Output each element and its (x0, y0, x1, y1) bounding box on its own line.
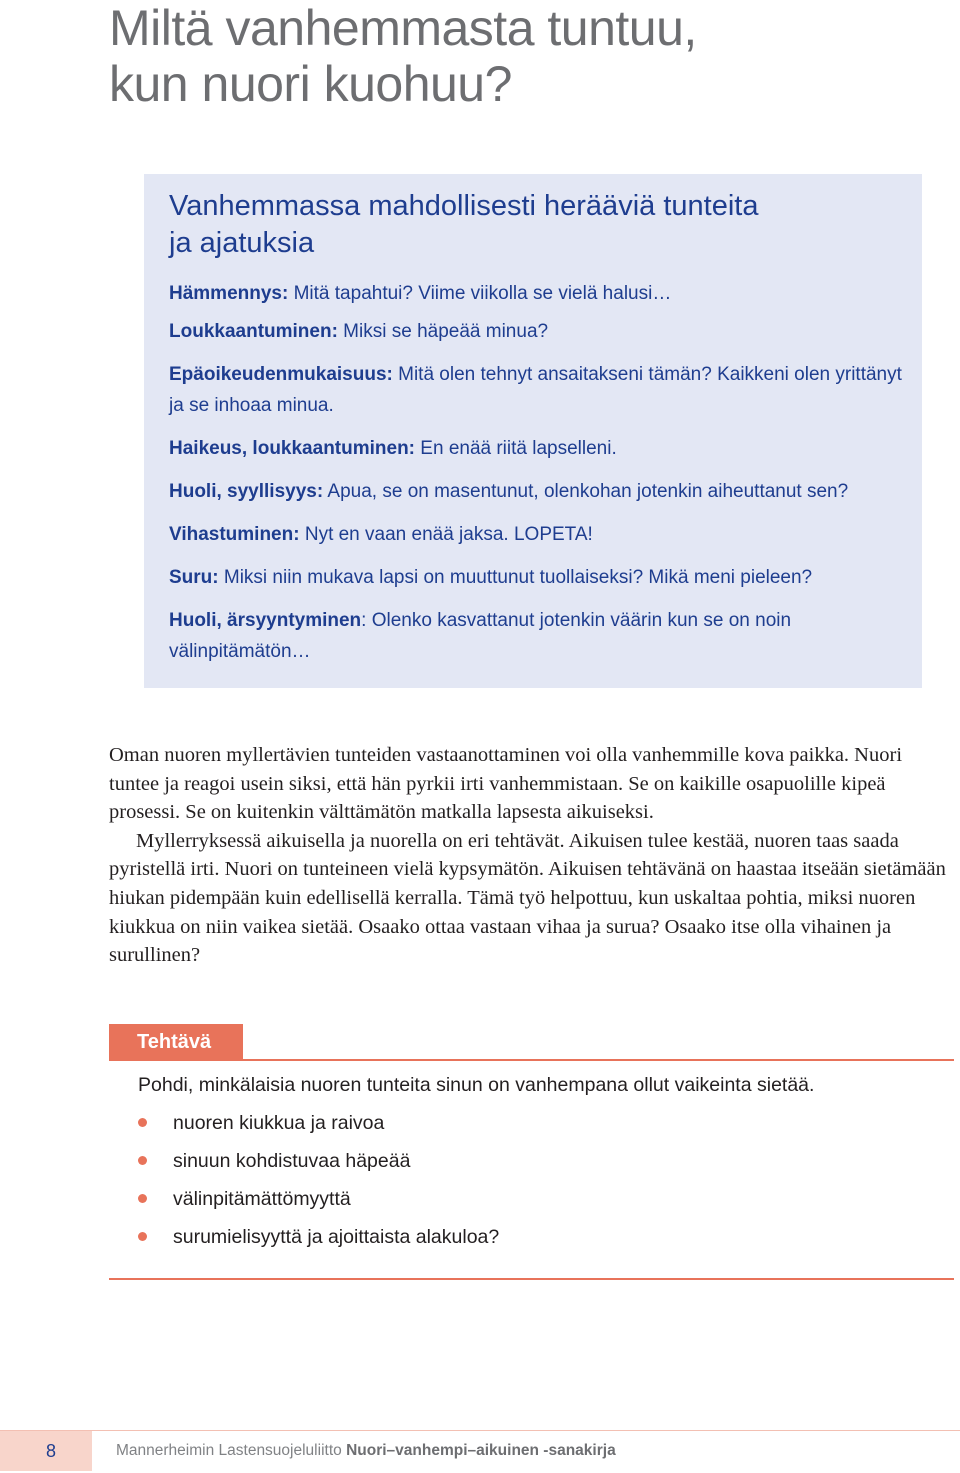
feelings-heading-line-1: Vanhemmassa mahdollisesti herääviä tunteita (169, 190, 759, 222)
feeling-label: Huoli, syyllisyys: (169, 481, 324, 502)
feeling-item (169, 316, 909, 347)
task-item-text: välinpitämättömyyttä (173, 1188, 351, 1210)
feeling-label: Loukkaantuminen: (169, 321, 338, 342)
task-rule-top (109, 1059, 954, 1061)
feeling-label: Vihastuminen: (169, 524, 300, 545)
task-rule-bottom (109, 1278, 954, 1280)
footer-publication-title: Nuori–vanhempi–aikuinen -sanakirja (346, 1442, 616, 1459)
task-item-text: nuoren kiukkua ja raivoa (173, 1112, 385, 1134)
footer-publisher: Mannerheimin Lastensuojeluliitto (116, 1442, 342, 1459)
task-list-item (138, 1221, 918, 1259)
body-paragraph: Myllerryksessä aikuisella ja nuorella on eri tehtävät. Aikuisen tulee kestää, nuoren taas saada pyristellä irti. Nuori on tunteineen vielä kypsymätön. Aikuisen tehtävänä on haastaa itseään sietämään hiukan pidempään kuin edellisellä kerralla. Tämä työ helpottuu, kun uskaltaa pohtia, miksi nuoren kiukkua on niin vaikea sietää. Osaako ottaa vastaan vihaa ja surua? Osaako itse olla vihainen ja surullinen? (109, 829, 946, 967)
feelings-heading (169, 188, 869, 262)
task-list (138, 1107, 918, 1259)
page-title (109, 0, 929, 112)
body-paragraph: Oman nuoren myllertävien tunteiden vastaanottaminen voi olla vanhemmille kova paikka. Nuori tuntee ja reagoi usein siksi, että hän pyrkii irti vanhemmistaan. Se on kaikille osapuolille kipeä prosessi. Se on kuitenkin välttämätön matkalla lapsesta aikuiseksi. (109, 744, 903, 824)
feeling-text: En enää riitä lapselleni. (415, 438, 617, 459)
task-item-text: sinuun kohdistuvaa häpeää (173, 1150, 411, 1172)
page-number: 8 (46, 1441, 57, 1461)
feeling-text: Mitä tapahtui? Viime viikolla se vielä halusi… (288, 283, 672, 304)
body-text (109, 741, 954, 970)
feeling-text: Miksi se häpeää minua? (337, 321, 549, 342)
task-list-item (138, 1183, 918, 1221)
task-prompt: Pohdi, minkälaisia nuoren tunteita sinun on vanhempana ollut vaikeinta sietää. (138, 1074, 815, 1096)
feelings-box (144, 174, 922, 688)
feeling-item (169, 433, 909, 464)
bullet-icon (138, 1194, 147, 1203)
task-list-item (138, 1107, 918, 1145)
feeling-label: Huoli, ärsyyntyminen (169, 610, 362, 631)
bullet-icon (138, 1156, 147, 1165)
feeling-label: Haikeus, loukkaantuminen: (169, 438, 416, 459)
feeling-item (169, 359, 909, 421)
feeling-label: Hämmennys: (169, 283, 289, 304)
feeling-text: Miksi niin mukava lapsi on muuttunut tuollaiseksi? Mikä meni pieleen? (218, 567, 813, 588)
bullet-icon (138, 1232, 147, 1241)
feeling-item (169, 519, 909, 550)
page-title-line-1: Miltä vanhemmasta tuntuu, (109, 0, 697, 56)
feeling-text: : Olenko kasvattanut jotenkin väärin kun se on noin välinpitämätön… (169, 610, 792, 662)
feeling-label: Suru: (169, 567, 219, 588)
feelings-list (169, 278, 909, 679)
task-tab: Tehtävä (109, 1024, 243, 1061)
page-title-line-2: kun nuori kuohuu? (109, 56, 512, 112)
footer-page-box (0, 1431, 92, 1471)
task-list-item (138, 1145, 918, 1183)
feeling-text: Nyt en vaan enää jaksa. LOPETA! (299, 524, 593, 545)
feelings-heading-line-2: ja ajatuksia (169, 227, 315, 259)
task-item-text: surumielisyyttä ja ajoittaista alakuloa? (173, 1226, 500, 1248)
feeling-item (169, 605, 909, 667)
feeling-item (169, 562, 909, 593)
feeling-item (169, 476, 909, 507)
footer-text (116, 1431, 616, 1471)
feeling-item (169, 278, 909, 309)
bullet-icon (138, 1118, 147, 1127)
feeling-text: Apua, se on masentunut, olenkohan jotenkin aiheuttanut sen? (323, 481, 849, 502)
feeling-label: Epäoikeudenmukaisuus: (169, 364, 393, 385)
feeling-text: Mitä olen tehnyt ansaitakseni tämän? Kaikkeni olen yrittänyt ja se inhoaa minua. (169, 364, 902, 416)
